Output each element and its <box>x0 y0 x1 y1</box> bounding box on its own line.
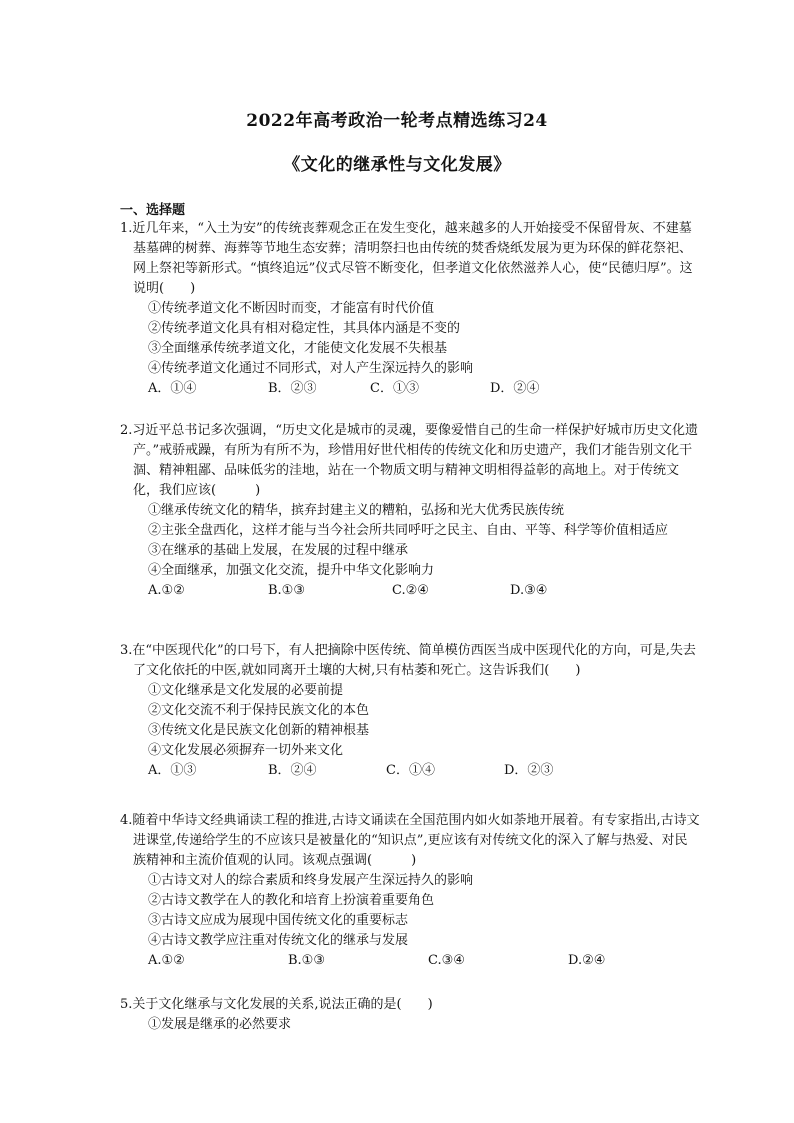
choice-c[interactable]: C.③④ <box>428 953 465 968</box>
choice-b[interactable]: B．②③ <box>268 381 317 396</box>
question-option: ④全面继承，加强文化交流，提升中华文化影响力 <box>148 563 435 578</box>
question-option: ①古诗文对人的综合素质和终身发展产生深远持久的影响 <box>148 873 474 888</box>
choice-c[interactable]: C．①④ <box>386 763 435 778</box>
choice-b[interactable]: B．②④ <box>268 763 317 778</box>
question-option: ③在继承的基础上发展，在发展的过程中继承 <box>148 543 409 558</box>
question-4 <box>120 811 700 971</box>
question-option: ④文化发展必须摒弃一切外来文化 <box>148 743 344 758</box>
answer-choices <box>120 951 700 971</box>
choice-a[interactable]: A．①④ <box>148 381 197 396</box>
question-stem: 4.随着中华诗文经典诵读工程的推进,古诗文诵读在全国范围内如火如荼地开展着。有专家指出,古诗文进课堂,传递给学生的不应该只是被量化的“知识点”,更应该有对传统文化的深入了解与热爱、对民族精神和主流价值观的认同。该观点强调( ) <box>120 813 700 868</box>
choice-b[interactable]: B.①③ <box>268 583 305 598</box>
question-option: ④古诗文教学应注重对传统文化的继承与发展 <box>148 933 409 948</box>
choice-c[interactable]: C.②④ <box>392 583 429 598</box>
answer-choices <box>120 761 700 781</box>
answer-choices <box>120 581 700 601</box>
question-3 <box>120 641 700 781</box>
choice-d[interactable]: D.③④ <box>510 583 548 598</box>
choice-a[interactable]: A.①② <box>148 583 185 598</box>
question-option: ③全面继承传统孝道文化，才能使文化发展不失根基 <box>148 341 448 356</box>
question-option: ①文化继承是文化发展的必要前提 <box>148 683 344 698</box>
question-2 <box>120 421 700 601</box>
question-1 <box>120 219 700 399</box>
question-5 <box>120 995 700 1035</box>
section-heading: 一、选择题 <box>120 203 186 218</box>
choice-d[interactable]: D.②④ <box>568 953 606 968</box>
choice-c[interactable]: C．①③ <box>370 381 419 396</box>
question-option: ②文化交流不利于保持民族文化的本色 <box>148 703 370 718</box>
question-option: ①发展是继承的必然要求 <box>148 1017 292 1032</box>
question-option: ②主张全盘西化，这样才能与当今社会所共同呼吁之民主、自由、平等、科学等价值相适应 <box>148 523 669 538</box>
choice-d[interactable]: D．②③ <box>504 763 554 778</box>
document-subtitle: 《文化的继承性与文化发展》 <box>283 155 511 175</box>
question-stem: 1.近几年来，“入土为安”的传统丧葬观念正在发生变化，越来越多的人开始接受不保留骨灰、不建墓基墓碑的树葬、海葬等节地生态安葬；清明祭扫也由传统的焚香烧纸发展为更为环保的鲜花祭祀、网上祭祀等新形式。“慎终追远”仪式尽管不断变化，但孝道文化依然滋养人心，使“民德归厚”。这说明( ) <box>120 221 693 296</box>
question-option: ③古诗文应成为展现中国传统文化的重要标志 <box>148 913 409 928</box>
question-stem: 3.在“中医现代化”的口号下，有人把摘除中医传统、简单模仿西医当成中医现代化的方向，可是,失去了文化依托的中医,就如同离开土壤的大树,只有枯萎和死亡。这告诉我们( ) <box>120 643 696 678</box>
document-title: 2022年高考政治一轮考点精选练习24 <box>246 111 548 131</box>
question-option: ②古诗文教学在人的教化和培育上扮演着重要角色 <box>148 893 435 908</box>
question-option: ④传统孝道文化通过不同形式，对人产生深远持久的影响 <box>148 361 474 376</box>
question-option: ③传统文化是民族文化创新的精神根基 <box>148 723 370 738</box>
choice-b[interactable]: B.①③ <box>288 953 325 968</box>
question-option: ②传统孝道文化具有相对稳定性，其具体内涵是不变的 <box>148 321 461 336</box>
choice-d[interactable]: D．②④ <box>490 381 540 396</box>
question-stem: 2.习近平总书记多次强调，“历史文化是城市的灵魂，要像爱惜自己的生命一样保护好城市历史文化遗产。”戒骄戒躁，有所为有所不为，珍惜用好世代相传的传统文化和历史遗产，我们才能告别文化干涸、精神粗鄙、品味低劣的洼地，站在一个物质文明与精神文明相得益彰的高地上。对于传统文化，我们应该( ) <box>120 423 699 498</box>
choice-a[interactable]: A.①② <box>148 953 185 968</box>
answer-choices <box>120 379 700 399</box>
question-option: ①传统孝道文化不断因时而变，才能富有时代价值 <box>148 301 435 316</box>
question-stem: 5.关于文化继承与文化发展的关系,说法正确的是( ) <box>120 997 433 1012</box>
choice-a[interactable]: A．①③ <box>148 763 197 778</box>
question-option: ①继承传统文化的精华，摈弃封建主义的糟粕，弘扬和光大优秀民族传统 <box>148 503 565 518</box>
